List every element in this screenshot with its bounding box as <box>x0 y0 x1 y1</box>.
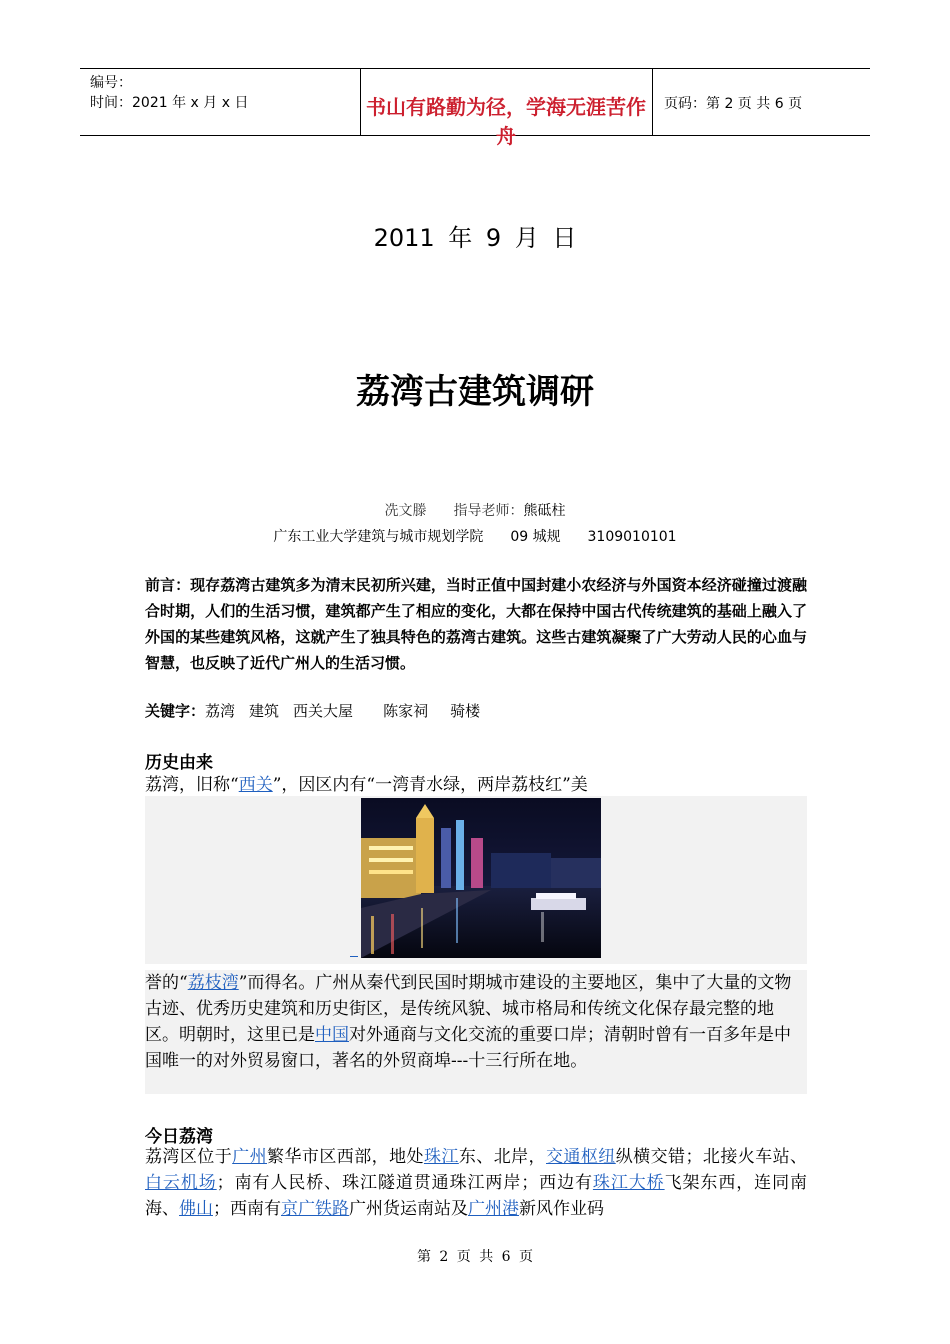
header-time: 时间：2021 年 x 月 x 日 <box>90 95 249 111</box>
advisor-name: 熊砥柱 <box>523 503 566 519</box>
link-pearl-river-bridge[interactable]: 珠江大桥 <box>592 1173 665 1193</box>
keyword: 荔湾 <box>205 702 236 720</box>
today-body: 荔湾区位于广州繁华市区西部，地处珠江东、北岸，交通枢纽纵横交错；北接火车站、白云机场；南有人民桥、珠江隧道贯通珠江两岸；西边有珠江大桥飞架东西，连同南海、佛山；西南有京广铁路广州货运南站及广州港新风作业码 <box>145 1147 807 1219</box>
link-pearl-river[interactable]: 珠江 <box>423 1147 459 1167</box>
keyword: 陈家祠 <box>383 702 429 720</box>
link-china[interactable]: 中国 <box>315 1025 349 1045</box>
advisor-label: 指导老师： <box>453 503 524 519</box>
header-number: 编号： <box>90 75 132 91</box>
keywords-label: 关键字： <box>145 702 206 720</box>
keywords <box>145 700 494 721</box>
header-meta <box>90 73 248 113</box>
night-river-photo <box>361 798 601 958</box>
header-divider <box>652 69 653 135</box>
keyword: 骑楼 <box>450 702 481 720</box>
header-motto: 书山有路勤为径，学海无涯苦作舟 <box>366 95 646 148</box>
page-footer: 第 2 页 共 6 页 <box>416 1249 534 1265</box>
date-line: 2011 年 9 月 日 <box>373 224 577 252</box>
author-name: 冼文滕 <box>384 503 427 519</box>
header-page-number: 页码：第 2 页 共 6 页 <box>664 96 803 112</box>
document-title: 荔湾古建筑调研 <box>356 372 594 412</box>
link-xiguan[interactable]: 西关 <box>238 775 273 795</box>
link-foshan[interactable]: 佛山 <box>179 1199 213 1219</box>
school-line <box>0 526 950 546</box>
link-guangzhou[interactable]: 广州 <box>232 1147 268 1167</box>
student-id: 3109010101 <box>587 529 677 545</box>
header-table <box>80 68 870 148</box>
history-body: 誉的“荔枝湾”而得名。广州从秦代到民国时期城市建设的主要地区，集中了大量的文物古迹、优秀历史建筑和历史街区，是传统风貌、城市格局和传统文化保存最完整的地区。明朝时，这里已是中国对外通商与文化交流的重要口岸；清朝时曾有一百多年是中国唯一的对外贸易窗口，著名的外贸商埠---十三行所在地。 <box>145 973 792 1071</box>
class-name: 09 城规 <box>510 529 561 545</box>
preface: 前言：现存荔湾古建筑多为清末民初所兴建，当时正值中国封建小农经济与外国资本经济碰撞过渡融合时期，人们的生活习惯，建筑都产生了相应的变化，大都在保持中国古代传统建筑的基础上融入了外国的某些建筑风格，这就产生了独具特色的荔湾古建筑。这些古建筑凝聚了广大劳动人民的心血与智慧，也反映了近代广州人的生活习惯。 <box>145 576 807 672</box>
image-link-underline <box>350 956 358 957</box>
history-intro: 荔湾，旧称“西关”，因区内有“一湾青水绿，两岸荔枝红”美 <box>145 775 588 795</box>
school-name: 广东工业大学建筑与城市规划学院 <box>273 529 484 545</box>
keyword: 建筑 <box>249 702 280 720</box>
author-line <box>0 500 950 520</box>
keyword: 西关大屋 <box>293 702 354 720</box>
section-heading-history: 历史由来 <box>145 753 213 773</box>
photo-image <box>361 798 601 958</box>
section-heading-today: 今日荔湾 <box>145 1127 213 1147</box>
link-transport-hub[interactable]: 交通枢纽 <box>546 1147 616 1167</box>
link-guangzhou-port[interactable]: 广州港 <box>468 1199 519 1219</box>
link-baiyun-airport[interactable]: 白云机场 <box>145 1173 217 1193</box>
link-jingguang-railway[interactable]: 京广铁路 <box>281 1199 349 1219</box>
link-lizhiwan[interactable]: 荔枝湾 <box>187 973 239 993</box>
